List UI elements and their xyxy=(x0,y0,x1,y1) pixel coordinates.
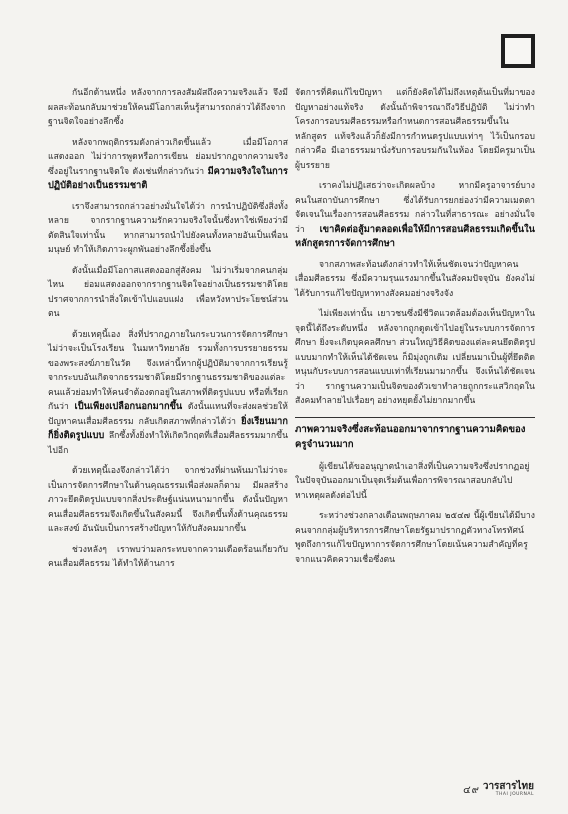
emphasized-text: เป็นเพียงเปลือกนอกมากขึ้น xyxy=(74,401,183,412)
paragraph-text: จากสภาพสะท้อนดังกล่าวทำให้เห็นชัดเจนว่าปัญหาคนเสื่อมศีลธรรม ซึ่งมีความรุนแรงมากขึ้นในสังคมปัจจุบัน ยังคงไม่ได้รับการแก้ไขปัญหาทางสังคมอย่างจริงจัง xyxy=(295,259,535,299)
body-paragraph xyxy=(48,543,288,572)
body-paragraph xyxy=(48,464,288,537)
emphasized-text: เขาคิดต่อสู้มาตลอดเพื่อให้มีการสอนศีลธรรมเกิดขึ้นในหลักสูตรการจัดการศึกษา xyxy=(295,223,535,249)
section-heading: ภาพความจริงซึ่งสะท้อนออกมาจากรากฐานความคิดของครูจำนวนมาก xyxy=(295,417,535,452)
paragraph-text: ด้วยเหตุนี้เอง สิ่งที่ปรากฏภายในกระบวนการจัดการศึกษา ไม่ว่าจะเป็นโรงเรียน ในมหาวิทยาลัย รวมทั้งการบรรยายธรรมของพระสงฆ์ภายในวัด จึงเหล่านี้หากผู้ปฏิบัติมาจากการเรียนรู้จากระบบอันเกิดจากธรรมชาติโดยมีรากฐานธรรมชาติของแต่ละคนแล้วย่อมทำให้คนจำต้องตกอยู่ในสภาพที่ติดรูปแบบ หรือที่เรียกกันว่า xyxy=(48,329,288,412)
journal-logo xyxy=(482,782,534,800)
corner-square-mark xyxy=(501,34,535,68)
paragraph-text: ดังนั้นเมื่อมีโอกาสแสดงออกสู่สังคม ไม่ว่าเริ่มจากคนกลุ่มไหน ย่อมแสดงออกจากรากฐานจิตใจอย่างเป็นธรรมชาติโดยปราศจากการนำสิ่งใดเข้าไปแอบแฝง เพื่อหวังหาประโยชน์ส่วนตน xyxy=(48,265,288,319)
journal-name-en: THAI JOURNAL xyxy=(495,792,534,797)
paragraph-text: กันอีกด้านหนึ่ง หลังจากการลงสัมผัสถึงความจริงแล้ว จึงมีผลสะท้อนกลับมาช่วยให้คนมีโอกาสเห็นรู้สามารถกล่าวได้ถึงจากฐานจิตใจอย่างลึกซึ้ง xyxy=(48,88,288,127)
paragraph-text: เราจึงสามารถกล่าวอย่างมั่นใจได้ว่า การนำปฏิบัติซึ่งสิ่งทั้งหลาย จากรากฐานความรักความจริงใจนั้นซึ่งหาใช่เพียงว่ามีตัดสินใจเท่านั้น หากสามารถนำไปยังคนทั้งหลายอันเป็นเพื่อนมนุษย์ ทำให้เกิดภาวะผูกพันอย่างลึกซึ้งยิ่งขึ้น xyxy=(48,201,288,255)
paragraph-text: ด้วยเหตุนี้เองจึงกล่าวได้ว่า จากช่วงที่ผ่านพ้นมาไม่ว่าจะเป็นการจัดการศึกษาในด้านคุณธรรมเพื่อส่งผลก็ตาม มีผลสร้างภาวะยึดติดรูปแบบจากสิ่งประดิษฐ์แน่นหนามากขึ้น ดังนั้นปัญหาคนเสื่อมศีลธรรมจึงเกิดขึ้นในสังคมนี้ จึงเกิดขึ้นทั้งด้านคุณธรรมและสงฆ์ อันนับเป็นการสร้างปัญหาให้กับสังคมมากขึ้น xyxy=(48,466,288,534)
page-footer xyxy=(0,780,568,800)
paragraph-text: ดังนั้นแทนที่จะส่งผลช่วยให้ปัญหาคนเสื่อมศีลธรรม กลับเกิดสภาพที่กล่าวได้ว่า xyxy=(48,402,288,427)
body-paragraph xyxy=(48,264,288,322)
emphasized-text: มีความจริงใจในการปฏิบัติอย่างเป็นธรรมชาติ xyxy=(48,165,288,191)
left-text-column xyxy=(48,86,288,578)
paragraph-text: ผู้เขียนได้ขออนุญาตนำเอาสิ่งที่เป็นความจริงซึ่งปรากฏอยู่ในปัจจุบันออกมาเป็นจุดเริ่มต้นเพื่อการพิจารณาสอบกลับไปหาเหตุผลดังต่อไปนี้ xyxy=(295,461,530,501)
paragraph-text: ช่วงหลังๆ เราพบว่ามลกระทบจากความเดือดร้อนเกี่ยวกับคนเสื่อมศีลธรรม ได้ทำให้ด้านการ xyxy=(48,544,288,569)
body-paragraph xyxy=(295,86,535,173)
body-paragraph xyxy=(295,509,535,567)
paragraph-text: ลึกซึ้งทั้งยิ่งทำให้เกิดวิกฤตที่เสื่อมศีลธรรมมากขึ้นไปอีก xyxy=(48,431,288,456)
body-paragraph xyxy=(48,86,288,130)
paragraph-text: เราคงไม่ปฏิเสธว่าจะเกิดผลบ้าง หากมีครูอาจารย์บางคนในสถาบันการศึกษา ซึ่งได้รับการยกย่องว่ามีความเมตตาจัดเจนในเรื่องการสอนศีลธรรม กล่าวในที่สาธารณะ อย่างมั่นใจว่า xyxy=(295,181,535,235)
paragraph-text: ระหว่างช่วงกลางเดือนพฤษภาคม ๒๕๔๗ นี้ผู้เขียนได้มีบางคนจากกลุ่มผู้บริหารการศึกษาโดยรัฐมาปรากฏตัวทางโทรทัศน์ พูดถึงการแก้ไขปัญหาการจัดการศึกษาโดยเน้นความสำคัญที่ครู จากแนวคิดความเชื่อซึ่งตน xyxy=(295,511,535,565)
body-paragraph xyxy=(48,200,288,258)
emphasized-text: ยิ่งเรียนมากก็ยิ่งติดรูปแบบ xyxy=(48,415,288,441)
page-number: ๔๙ xyxy=(463,785,480,796)
body-paragraph xyxy=(295,307,535,409)
body-paragraph xyxy=(48,136,288,194)
paragraph-text: ไม่เพียงเท่านั้น เยาวชนซึ่งมีชีวิตแวดล้อมต้องเห็นปัญหาในจุดนี้ได้ถึงระดับหนึ่ง หลังจากถูกดูดเข้าไปอยู่ในระบบการจัดการศึกษา ยิ่งจะเกิดบุคคลศึกษา ส่วนใหญ่วิธีคิดของแต่ละคนยึดติดรูปแบบมากทำให้เห็นได้ชัดเจน ก็มิมุ่งถูกเดิม เปลี่ยนมาเป็นผู้ที่ยึดติดหนุนกับระบบการสอนแบบเท่าที่เรียนมามากขึ้น จึงเห็นได้ชัดเจนว่า รากฐานความเป็นจิตของตัวเขาทำลายถูกกระแสวิกฤตในสังคมทำลายไปเรื่อยๆ อย่างหยุดยั้งไม่ยากมากขึ้น xyxy=(295,309,535,406)
body-paragraph xyxy=(295,179,535,252)
body-paragraph xyxy=(295,460,535,504)
paragraph-text: หลังจากพฤติกรรมดังกล่าวเกิดขึ้นแล้ว เมื่อมีโอกาสแสดงออก ไม่ว่าการพูดหรือการเขียน ย่อมปรากฏจากความจริง ซึ่งอยู่ในรากฐานจิตใจ ดังเช่นที่กล่าวกันว่า xyxy=(48,137,288,177)
body-paragraph xyxy=(48,328,288,459)
paragraph-text: จัดการที่คิดแก้ไขปัญหา แต่ก็ยังคิดได้ไม่ถึงเหตุต้นเป็นที่มาของปัญหาอย่างแท้จริง ดังนั้นถ้าพิจารณาถึงวิธีปฏิบัติ ไม่ว่าทำโครงการอบรมศีลธรรมหรือกำหนดการสอนศีลธรรมขึ้นในหลักสูตร แท้จริงแล้วก็ยังมีการกำหนดรูปแบบเท่าๆ ไว้เป็นกรอบ กล่าวคือ มีเอาธรรมมานั่งรับการอบรมกันในห้อง โดยมีครูมาเป็นผู้บรรยาย xyxy=(295,88,535,171)
body-paragraph xyxy=(295,258,535,302)
journal-name-th: วารสารไทย xyxy=(482,781,534,792)
right-text-column xyxy=(295,86,535,573)
